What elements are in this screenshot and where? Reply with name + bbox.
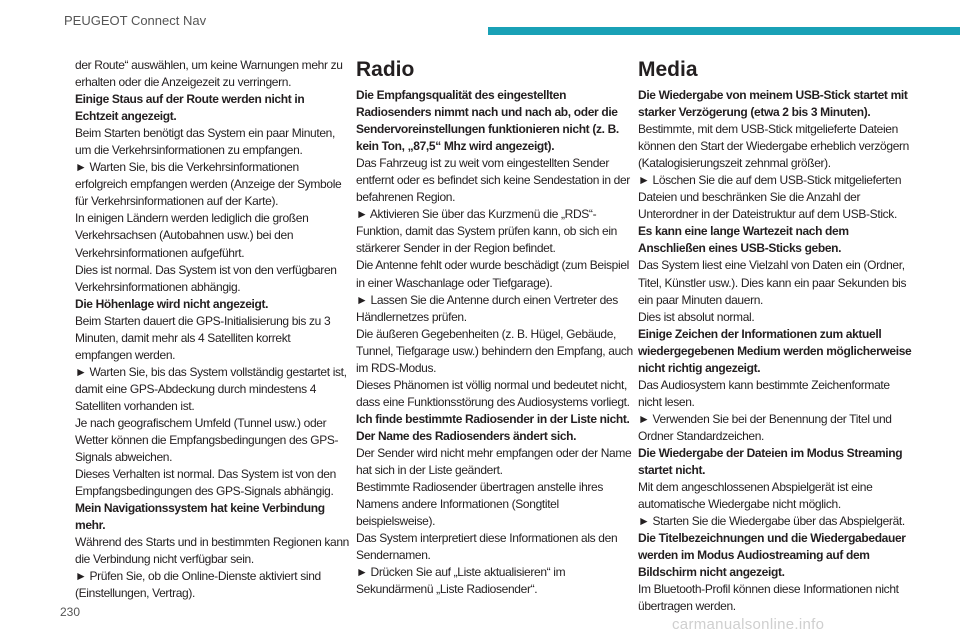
body-paragraph: ► Lassen Sie die Antenne durch einen Vertreter des Händlernetzes prüfen.: [356, 292, 618, 324]
body-paragraph: ► Verwenden Sie bei der Benennung der Titel und Ordner Standardzeichen.: [638, 411, 892, 443]
body-paragraph: ► Prüfen Sie, ob die Online-Dienste aktiviert sind (Einstellungen, Vertrag).: [75, 569, 321, 601]
body-paragraph: ► Drücken Sie auf „Liste aktualisieren“ im Sekundärmenü „Liste Radiosender“.: [356, 565, 566, 597]
question-heading: Einige Staus auf der Route werden nicht in Echtzeit angezeigt.: [75, 92, 305, 124]
body-paragraph: Beim Starten dauert die GPS-Initialisierung bis zu 3 Minuten, damit mehr als 4 Satelliten korrekt empfangen werden.: [75, 313, 331, 362]
body-paragraph: Dieses Phänomen ist völlig normal und bedeutet nicht, dass eine Funktionsstörung des Audiosystems vorliegt.: [356, 377, 630, 409]
body-paragraph: ► Warten Sie, bis die Verkehrsinformationen erfolgreich empfangen werden (Anzeige der Symbole für Verkehrsinformationen auf der Karte).: [75, 160, 342, 209]
watermark: carmanualsonline.info: [672, 616, 825, 633]
question-heading: Die Wiedergabe der Dateien im Modus Streaming startet nicht.: [638, 445, 903, 478]
body-paragraph: Je nach geografischem Umfeld (Tunnel usw.) oder Wetter können die Empfangsbedingungen des GPS-Signals abweichen.: [75, 415, 339, 465]
question-heading: Die Empfangsqualität des eingestellten Radiosenders nimmt nach und nach ab, oder die Sendervoreinstellungen funktionieren nicht (z. B. kein Ton, „87,5“ Mhz wird angezeigt).: [356, 88, 619, 154]
column-media: [638, 57, 916, 615]
body-paragraph: Beim Starten benötigt das System ein paar Minuten, um die Verkehrsinformationen zu empfangen.: [75, 126, 335, 158]
body-paragraph: Dieses Verhalten ist normal. Das System ist von den Empfangsbedingungen des GPS-Signals abhängig.: [75, 467, 336, 499]
body-paragraph: der Route“ auswählen, um keine Warnungen mehr zu erhalten oder die Anzeigezeit zu verringern.: [75, 58, 343, 90]
column-navigation-continued: [75, 57, 350, 603]
radio-paragraphs: [356, 87, 634, 598]
question-heading: Einige Zeichen der Informationen zum aktuell wiedergegebenen Medium werden möglicherweise nicht richtig angezeigt.: [638, 326, 912, 375]
body-paragraph: Dies ist absolut normal.: [638, 309, 755, 324]
column-radio: [356, 57, 634, 598]
section-title-media: Media: [638, 58, 698, 81]
body-paragraph: Das Audiosystem kann bestimmte Zeichenformate nicht lesen.: [638, 377, 890, 409]
body-paragraph: ► Starten Sie die Wiedergabe über das Abspielgerät.: [638, 514, 905, 529]
page-number: 230: [60, 605, 81, 619]
question-heading: Es kann eine lange Wartezeit nach dem Anschließen eines USB-Sticks geben.: [638, 224, 849, 256]
body-paragraph: Das System interpretiert diese Informationen als den Sendernamen.: [356, 531, 618, 563]
body-paragraph: ► Warten Sie, bis das System vollständig gestartet ist, damit eine GPS-Abdeckung durch mindestens 4 Satelliten vorhanden ist.: [75, 364, 347, 413]
body-paragraph: In einigen Ländern werden lediglich die großen Verkehrsachsen (Autobahnen usw.) bei den Verkehrsinformationen aufgeführt.: [75, 211, 309, 260]
body-paragraph: Das Fahrzeug ist zu weit vom eingestellten Sender entfernt oder es befindet sich keine Sendestation in der befahrenen Region.: [356, 156, 630, 205]
body-paragraph: Bestimmte, mit dem USB-Stick mitgelieferte Dateien können den Start der Wiedergabe erheblich verzögern (Katalogisierungszeit zehnmal größer).: [638, 122, 909, 171]
body-paragraph: Während des Starts und in bestimmten Regionen kann die Verbindung nicht verfügbar sein.: [75, 535, 349, 567]
question-heading: Die Titelbezeichnungen und die Wiedergabedauer werden im Modus Audiostreaming auf dem Bildschirm nicht angezeigt.: [638, 531, 906, 580]
media-paragraphs: [638, 87, 916, 615]
body-paragraph: Der Sender wird nicht mehr empfangen oder der Name hat sich in der Liste geändert.: [356, 445, 632, 478]
body-paragraph: Im Bluetooth-Profil können diese Informationen nicht übertragen werden.: [638, 582, 899, 614]
body-paragraph: Bestimmte Radiosender übertragen anstelle ihres Namens andere Informationen (Songtitel beispielsweise).: [356, 480, 604, 529]
body-paragraph: Dies ist normal. Das System ist von den verfügbaren Verkehrsinformationen abhängig.: [75, 262, 337, 294]
section-title-radio: Radio: [356, 58, 415, 81]
header-title: PEUGEOT Connect Nav: [64, 13, 207, 28]
question-heading: Mein Navigationssystem hat keine Verbindung mehr.: [75, 501, 325, 533]
question-heading: Die Wiedergabe von meinem USB-Stick startet mit starker Verzögerung (etwa 2 bis 3 Minuten).: [638, 88, 908, 120]
body-paragraph: Mit dem angeschlossenen Abspielgerät ist eine automatische Wiedergabe nicht möglich.: [638, 480, 873, 512]
body-paragraph: ► Aktivieren Sie über das Kurzmenü die „RDS“-Funktion, damit das System prüfen kann, ob sich ein stärkerer Sender in der Region befindet.: [356, 207, 617, 256]
question-heading: Die Höhenlage wird nicht angezeigt.: [75, 296, 269, 311]
body-paragraph: ► Löschen Sie die auf dem USB-Stick mitgelieferten Dateien und beschränken Sie die Anzahl der Unterordner in der Dateistruktur auf dem USB-Stick.: [638, 173, 902, 222]
body-paragraph: Die Antenne fehlt oder wurde beschädigt (zum Beispiel in einer Waschanlage oder Tiefgarage).: [356, 258, 629, 290]
body-paragraph: Das System liest eine Vielzahl von Daten ein (Ordner, Titel, Künstler usw.). Dies kann ein paar Sekunden bis ein paar Minuten dauern.: [638, 258, 907, 307]
question-heading: Ich finde bestimmte Radiosender in der Liste nicht. Der Name des Radiosenders ändert sich.: [356, 411, 630, 443]
header-accent-bar: [488, 27, 960, 35]
body-paragraph: Die äußeren Gegebenheiten (z. B. Hügel, Gebäude, Tunnel, Tiefgarage usw.) behindern den Empfang, auch im RDS-Modus.: [356, 326, 633, 375]
